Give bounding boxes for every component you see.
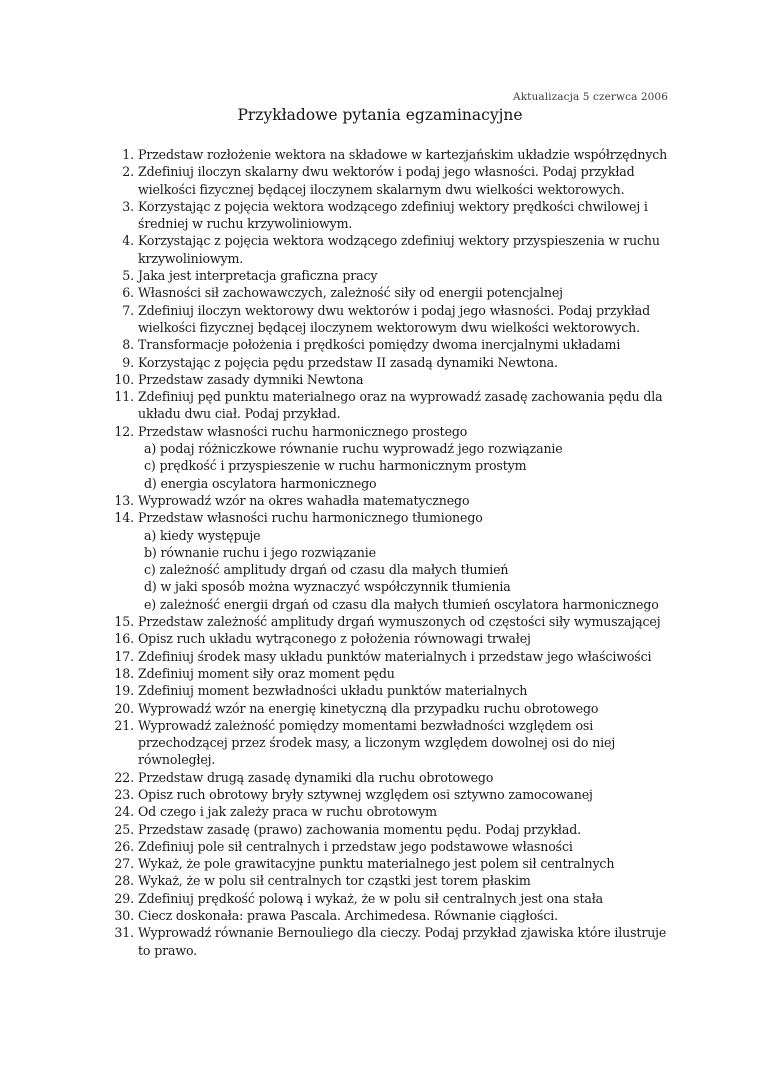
sub-question-list	[138, 440, 672, 492]
question-number: 19.	[114, 683, 134, 699]
sub-question-item: c) prędkość i przyspieszenie w ruchu harmonicznym prostym	[144, 458, 527, 474]
question-item	[112, 146, 672, 163]
question-item	[112, 872, 672, 889]
question-text: Jaka jest interpretacja graficzna pracy	[138, 268, 378, 284]
question-number: 27.	[114, 856, 134, 872]
sub-question-item: c) zależność amplitudy drgań od czasu dla małych tłumień	[144, 562, 509, 578]
question-number: 10.	[114, 371, 134, 387]
question-text: Wyprowadź równanie Bernouliego dla cieczy. Podaj przykład zjawiska które ilustruje to prawo.	[138, 925, 667, 958]
question-text: Przedstaw rozłożenie wektora na składowe w kartezjańskim układzie współrzędnych	[138, 147, 668, 162]
sub-question-item: b) równanie ruchu i jego rozwiązanie	[144, 544, 376, 560]
question-text: Korzystając z pojęcia pędu przedstaw II zasadą dynamiki Newtona.	[138, 354, 558, 370]
question-text: Korzystając z pojęcia wektora wodzącego zdefiniuj wektory przyspieszenia w ruchu krzywoliniowym.	[138, 233, 660, 266]
sub-question-item: d) w jaki sposób można wyznaczyć współczynnik tłumienia	[144, 579, 511, 595]
question-text: Korzystając z pojęcia wektora wodzącego zdefiniuj wektory prędkości chwilowej i średniej w ruchu krzywoliniowym.	[138, 198, 648, 232]
question-text: Przedstaw drugą zasadę dynamiki dla ruchu obrotowego	[138, 769, 494, 785]
question-text: Zdefiniuj środek masy układu punktów materialnych i przedstaw jego właściwości	[138, 648, 652, 664]
question-number: 24.	[114, 804, 134, 820]
question-number: 14.	[114, 510, 134, 526]
question-text: Przedstaw zasadę (prawo) zachowania momentu pędu. Podaj przykład.	[138, 821, 581, 837]
question-number: 5.	[122, 268, 134, 284]
question-number: 6.	[122, 285, 134, 301]
question-number: 3.	[122, 198, 134, 214]
question-item	[112, 284, 672, 301]
question-item	[112, 769, 672, 786]
question-item	[112, 492, 672, 509]
question-number: 26.	[114, 838, 134, 854]
sub-question-list	[138, 527, 672, 613]
question-item	[112, 267, 672, 284]
question-number: 7.	[122, 302, 134, 318]
question-item	[112, 924, 672, 959]
question-item	[112, 423, 672, 492]
question-number: 30.	[114, 908, 134, 924]
question-item	[112, 803, 672, 820]
question-number: 4.	[122, 233, 134, 249]
question-text: Własności sił zachowawczych, zależność siły od energii potencjalnej	[138, 285, 563, 301]
question-number: 21.	[114, 717, 134, 733]
question-text: Zdefiniuj pole sił centralnych i przedstaw jego podstawowe własności	[138, 838, 573, 854]
question-item	[112, 786, 672, 803]
question-item	[112, 630, 672, 647]
question-number: 28.	[114, 873, 134, 889]
question-number: 11.	[114, 389, 134, 405]
question-text: Zdefiniuj moment bezwładności układu punktów materialnych	[138, 683, 528, 699]
question-number: 25.	[114, 821, 134, 837]
question-text: Transformacje położenia i prędkości pomiędzy dwoma inercjalnymi układami	[138, 337, 621, 353]
question-number: 17.	[114, 648, 134, 664]
question-text: Zdefiniuj pęd punktu materialnego oraz na wyprowadź zasadę zachowania pędu dla układu dwu ciał. Podaj przykład.	[138, 389, 663, 422]
question-text: Zdefiniuj iloczyn skalarny dwu wektorów i podaj jego własności. Podaj przykład wielkości fizycznej będącej iloczynem skalarnym dwu wielkości wektorowych.	[138, 164, 635, 197]
question-text: Wykaż, że pole grawitacyjne punktu materialnego jest polem sił centralnych	[138, 856, 615, 872]
question-text: Zdefiniuj prędkość polową i wykaż, że w polu sił centralnych jest ona stała	[138, 890, 604, 906]
question-item	[112, 700, 672, 717]
question-item	[112, 613, 672, 630]
question-number: 12.	[114, 423, 134, 439]
question-item	[112, 717, 672, 769]
question-item	[112, 302, 672, 337]
question-item	[112, 855, 672, 872]
question-text: Od czego i jak zależy praca w ruchu obrotowym	[138, 804, 437, 820]
question-text: Ciecz doskonała: prawa Pascala. Archimedesa. Równanie ciągłości.	[138, 908, 558, 924]
question-text: Zdefiniuj iloczyn wektorowy dwu wektorów i podaj jego własności. Podaj przykład wielkości fizycznej będącej iloczynem wektorowym dwu wielkości wektorowych.	[138, 302, 651, 335]
page-title: Przykładowe pytania egzaminacyjne	[237, 106, 523, 124]
question-item	[112, 198, 672, 233]
question-item	[112, 163, 672, 198]
question-text: Wykaż, że w polu sił centralnych tor cząstki jest torem płaskim	[138, 873, 531, 889]
question-number: 20.	[114, 700, 134, 716]
question-text: Opisz ruch obrotowy bryły sztywnej względem osi sztywno zamocowanej	[138, 786, 593, 802]
question-text: Wyprowadź wzór na okres wahadła matematycznego	[138, 492, 470, 508]
question-text: Opisz ruch układu wytrąconego z położenia równowagi trwałej	[138, 631, 531, 647]
question-number: 22.	[114, 769, 134, 785]
question-number: 9.	[122, 354, 134, 370]
question-item	[112, 821, 672, 838]
sub-question-item: e) zależność energii drgań od czasu dla małych tłumień oscylatora harmonicznego	[144, 596, 659, 612]
question-number: 13.	[114, 492, 134, 508]
question-text: Przedstaw zależność amplitudy drgań wymuszonych od częstości siły wymuszającej	[138, 614, 661, 630]
question-item	[112, 354, 672, 371]
question-number: 23.	[114, 786, 134, 802]
question-item	[112, 509, 672, 613]
question-text: Wyprowadź wzór na energię kinetyczną dla przypadku ruchu obrotowego	[138, 700, 599, 716]
question-item	[112, 665, 672, 682]
question-number: 18.	[114, 665, 134, 681]
question-number: 2.	[122, 164, 134, 180]
question-text: Wyprowadź zależność pomiędzy momentami bezwładności względem osi przechodzącej przez środek masy, a liczonym względem dowolnej osi do niej równoległej.	[138, 717, 616, 768]
question-number: 16.	[114, 631, 134, 647]
question-item	[112, 388, 672, 423]
question-item	[112, 648, 672, 665]
question-text: Przedstaw zasady dymniki Newtona	[138, 371, 364, 387]
question-item	[112, 838, 672, 855]
question-number: 15.	[114, 614, 134, 630]
question-text: Przedstaw własności ruchu harmonicznego tłumionego	[138, 510, 483, 526]
question-number: 29.	[114, 890, 134, 906]
question-item	[112, 907, 672, 924]
sub-question-item: d) energia oscylatora harmonicznego	[144, 475, 377, 491]
sub-question-item: a) kiedy występuje	[144, 527, 261, 543]
question-item	[112, 336, 672, 353]
question-text: Przedstaw własności ruchu harmonicznego prostego	[138, 423, 468, 439]
question-item	[112, 890, 672, 907]
question-item	[112, 682, 672, 699]
update-note: Aktualizacja 5 czerwca 2006	[513, 91, 668, 103]
sub-question-item: a) podaj różniczkowe równanie ruchu wyprowadź jego rozwiązanie	[144, 441, 563, 457]
question-number: 31.	[114, 925, 134, 941]
question-item	[112, 232, 672, 267]
question-list	[112, 146, 672, 959]
question-number: 1.	[122, 147, 134, 162]
question-number: 8.	[122, 337, 134, 353]
question-item	[112, 371, 672, 388]
question-text: Zdefiniuj moment siły oraz moment pędu	[138, 665, 395, 681]
